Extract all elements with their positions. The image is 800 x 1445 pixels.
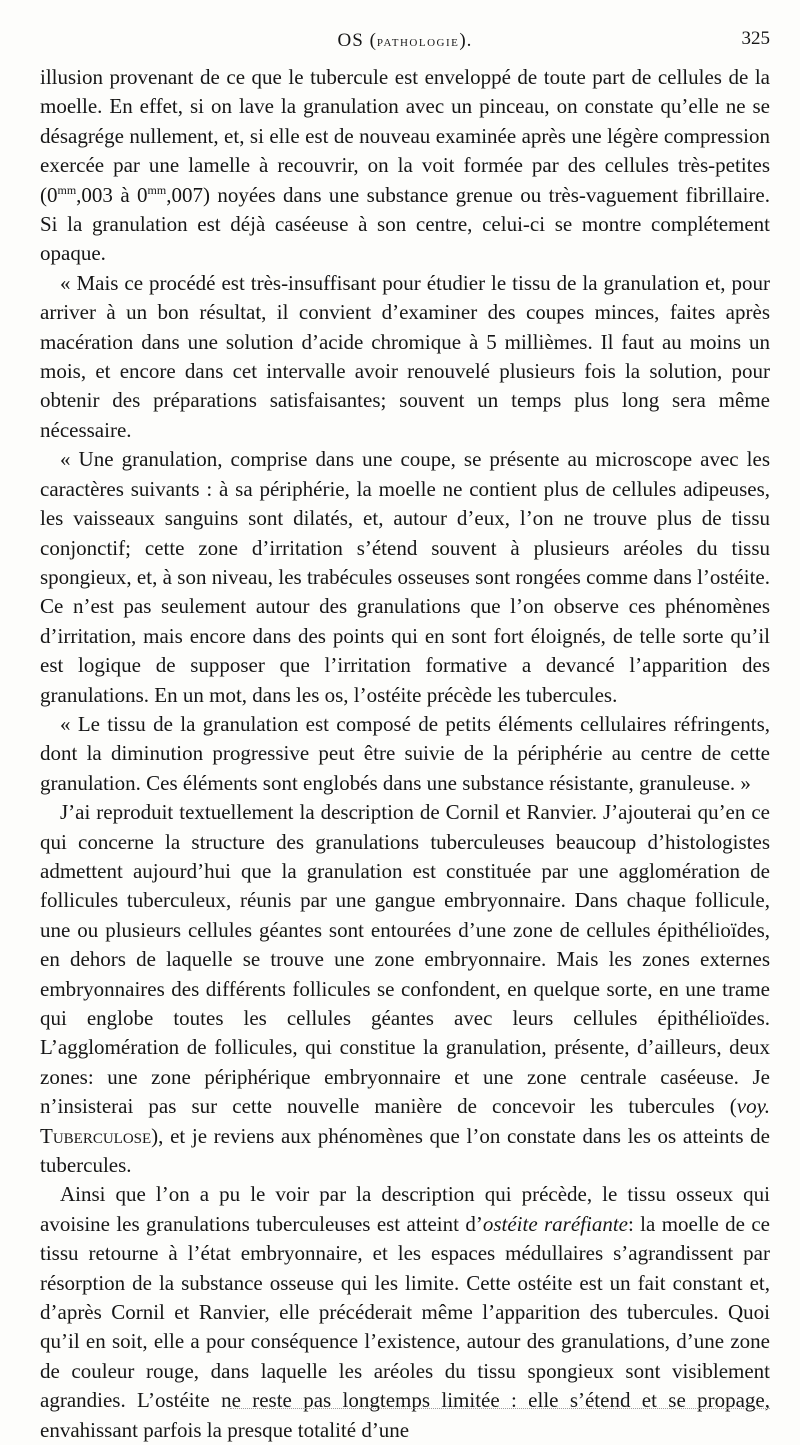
text-run: : la moelle de ce tissu retourne à l’état embryonnaire, et les espaces médullaires s’agrandissent par résorption de la substance osseuse qui les limite. Cette ostéite est un fait constant et, d’après Cornil et Ranvier, elle précéderait même l’apparition des tubercules. Quoi qu’il en soit, elle a pour conséquence l’existence, autour des granulations, d’une zone de couleur rouge, dans laquelle les aréoles du tissu spongieux sont visiblement agrandies. L’ostéite ne reste pas longtemps limitée : elle s’étend et se propage, envahissant parfois la presque totalité d’une <box>40 1211 771 1442</box>
text-smallcaps: Tuberculose <box>40 1123 152 1148</box>
text-run: « Mais ce procédé est très-insuffisant pour étudier le tissu de la granulation et, pour arriver à un bon résultat, il convient d’examiner des coupes minces, faites après macération dans une solution d’acide chromique à 5 millièmes. Il faut au moins un mois, et encore dans cet intervalle avoir renouvelé plusieurs fois la solution, pour obtenir des préparations satisfaisantes; souvent un temps plus long sera même nécessaire. <box>40 270 770 442</box>
text-run: « Une granulation, comprise dans une coupe, se présente au microscope avec les caractères suivants : à sa périphérie, la moelle ne contient plus de cellules adipeuses, les vaisseaux sanguins sont dilatés, et, autour d’eux, l’on ne trouve plus de tissu conjonctif; cette zone d’irritation s’étend souvent à plusieurs aréoles du tissu spongieux, et, à son niveau, les trabécules osseuses sont rongées comme dans l’ostéite. Ce n’est pas seulement autour des granulations que l’on observe ces phénomènes d’irritation, mais encore dans des points qui en sont fort éloignés, de telle sorte qu’il est logique de supposer que l’irritation formative a devancé l’apparition des granulations. En un mot, dans les os, l’ostéite précède les tubercules. <box>40 447 770 707</box>
text-sup: mm <box>57 182 77 197</box>
body-text <box>40 63 770 1445</box>
running-title <box>40 30 770 52</box>
text-run: « Le tissu de la granulation est composé de petits éléments cellulaires réfringents, dont la diminution progressive peut être suivie de la périphérie au centre de cette granulation. Ces éléments sont englobés dans une substance résistante, granuleuse. » <box>40 711 770 795</box>
text-run: ), et je reviens aux phénomènes que l’on constate dans les os atteints de tubercules. <box>40 1123 770 1178</box>
text-run: J’ai reproduit textuellement la description de Cornil et Ranvier. J’ajouterai qu’en ce qui concerne la structure des granulations tuberculeuses beaucoup d’histologistes admettent aujourd’hui que la granulation est constituée par une agglomération de follicules tuberculeux, réunis par une gangue embryonnaire. Dans chaque follicule, une ou plusieurs cellules géantes sont entourées d’une zone de cellules épithélioïdes, en dehors de laquelle se trouve une zone embryonnaire. Mais les zones externes embryonnaires des différents follicules se confondent, en quelque sorte, en une trame qui englobe toutes les cellules géantes avec leurs cellules épithélioïdes. L’agglomération de follicules, qui constitue la granulation, présente, d’ailleurs, deux zones: une zone périphérique embryonnaire et une zone centrale caséeuse. Je n’insisterai pas sur cette nouvelle manière de concevoir les tubercules ( <box>40 800 770 1119</box>
paragraph <box>40 1180 770 1445</box>
text-run: ,003 à 0 <box>76 182 148 207</box>
page-header <box>40 30 770 60</box>
text-run: illusion provenant de ce que le tubercule est enveloppé de toute part de cellules de la moelle. En effet, si on lave la granulation avec un pinceau, on constate qu’elle ne se désagrége nullement, et, si elle est de nouveau examinée après une légère compression exercée par une lamelle à recouvrir, on la voit formée par des cellules très-petites (0 <box>40 65 770 207</box>
running-title-end: ). <box>459 30 473 51</box>
paragraph <box>40 269 770 445</box>
paragraph <box>40 798 770 1180</box>
text-italic: ostéite raréfiante <box>482 1211 628 1236</box>
running-title-subtitle: pathologie <box>376 34 460 50</box>
text-run: Ainsi que l’on a pu le voir par la description qui précède, le tissu osseux qui avoisine les granulations tuberculeuses est atteint d’ <box>40 1182 770 1236</box>
paragraph <box>40 63 770 269</box>
running-title-main: OS ( <box>337 30 377 51</box>
text-italic: voy. <box>736 1094 770 1119</box>
footer-rule <box>230 1408 770 1410</box>
page-number: 325 <box>741 28 770 49</box>
paragraph <box>40 710 770 798</box>
text-run: ,007) noyées dans une substance grenue ou très-vaguement fibrillaire. Si la granulation est déjà caséeuse à son centre, celui-ci se montre complétement opaque. <box>40 182 770 266</box>
text-sup: mm <box>147 182 167 197</box>
paragraph <box>40 445 770 710</box>
